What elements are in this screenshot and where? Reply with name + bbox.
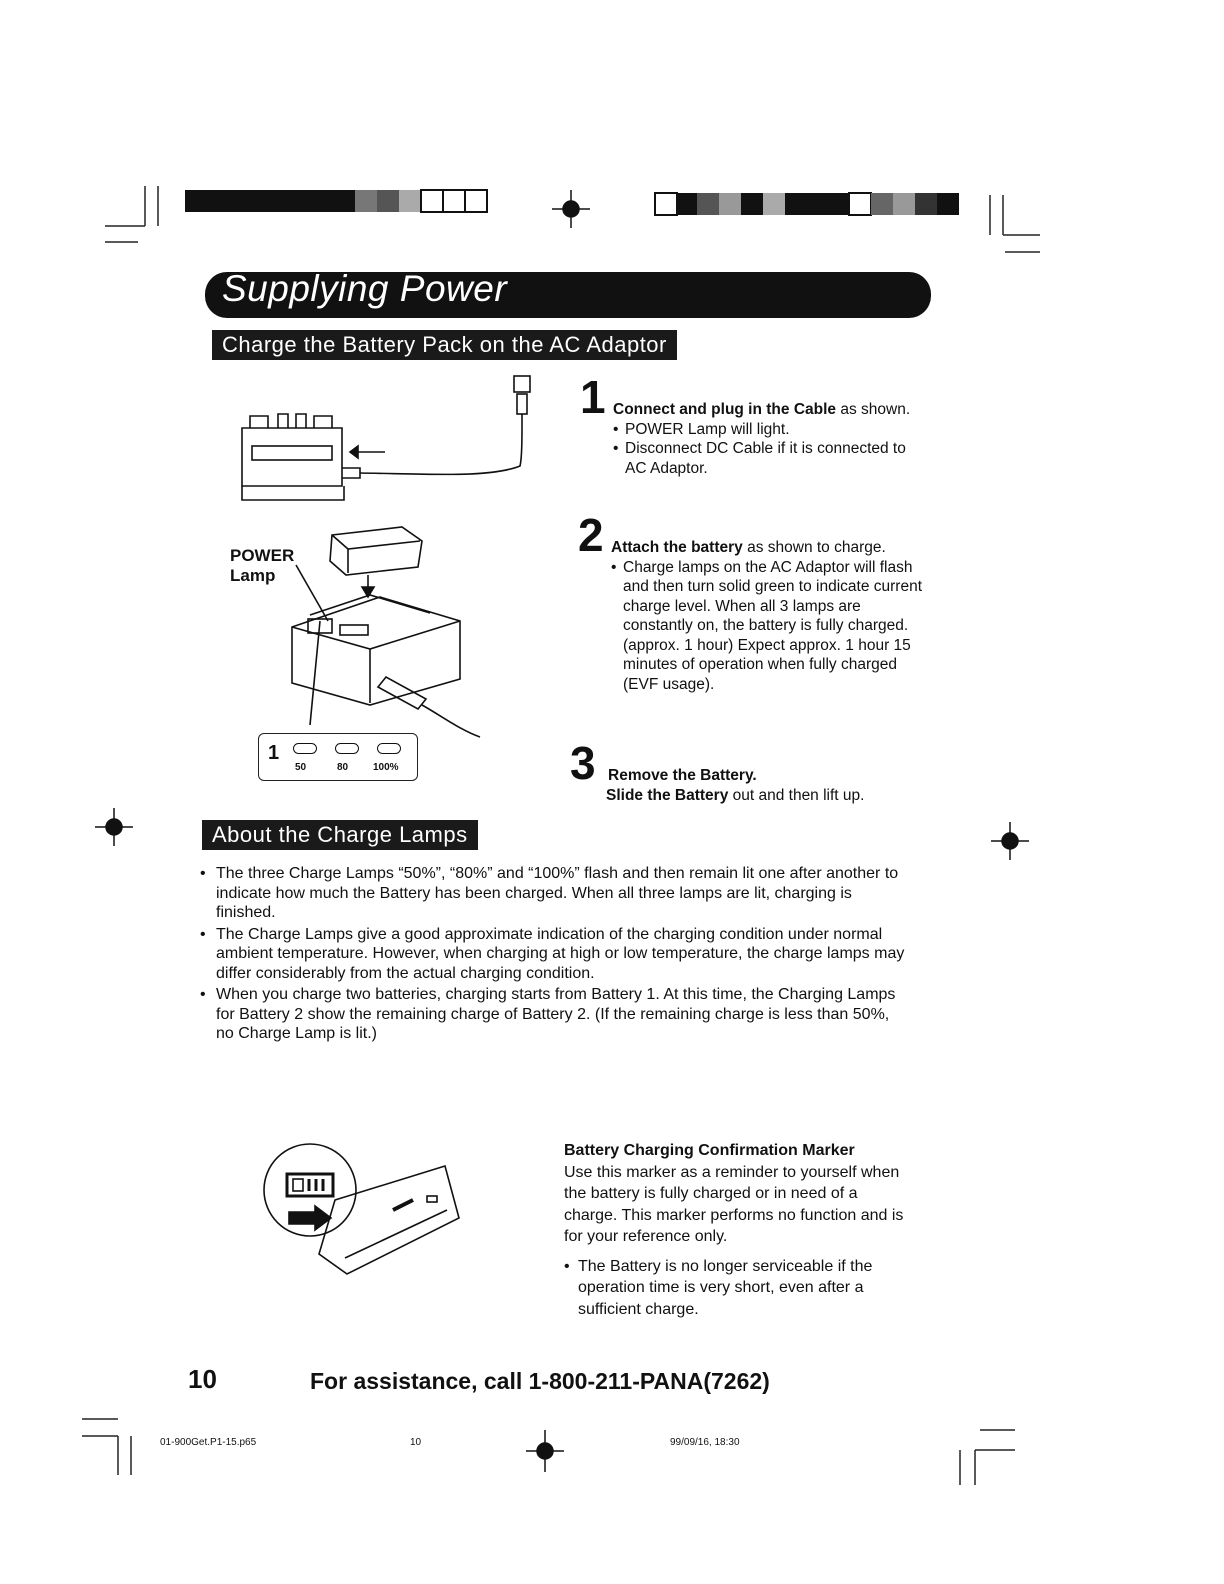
marker-bullets	[564, 1256, 914, 1321]
step-2-bullet-1: • Charge lamps on the AC Adaptor will flash and then turn solid green to indicate current charge level. When all 3 lamps are constantly on, the battery is fully charged. (approx. 1 hour) Expect approx. 1 hour 15 minutes of operation when fully charged (EVF usage).	[611, 558, 926, 695]
step-3-line2	[606, 786, 926, 806]
step-3-line2-rest: out and then lift up.	[728, 786, 865, 804]
crop-mark-bottom-right	[960, 1430, 1015, 1485]
step-2-number: 2	[578, 509, 604, 561]
registration-target-left	[95, 808, 133, 846]
section-heading-charge: Charge the Battery Pack on the AC Adaptor	[212, 330, 677, 360]
step-1-bullet-1: • POWER Lamp will light.	[613, 420, 913, 440]
lamp-label-50: 50	[295, 762, 307, 773]
step-1	[613, 400, 913, 478]
step-1-bullets	[613, 420, 913, 479]
lamp-80-shape	[335, 743, 359, 754]
step-1-bullet-2: • Disconnect DC Cable if it is connected to AC Adaptor.	[613, 439, 913, 478]
step-3-line2-bold: Slide the Battery	[606, 786, 729, 804]
about-bullet-3: • When you charge two batteries, charging starts from Battery 1. At this time, the Charging Lamps for Battery 2 show the remaining charge of Battery 2. (If the remaining charge is less than 50%, no Charge Lamp is lit.)	[198, 985, 908, 1044]
marker-title: Battery Charging Confirmation Marker	[564, 1142, 855, 1159]
lamp-label-100: 100%	[373, 762, 399, 773]
lamp-label-80: 80	[337, 762, 349, 773]
about-bullet-2: • The Charge Lamps give a good approximate indication of the charging condition under normal ambient temperature. However, when charging at high or low temperature, the charge lamps may differ considerably from the actual charging condition.	[198, 925, 908, 984]
step-2	[611, 538, 926, 694]
color-bar-left	[185, 190, 487, 212]
step-3-lead-bold: Remove the Battery.	[608, 767, 757, 784]
lamp-50-shape	[293, 743, 317, 754]
print-file-name: 01-900Get.P1-15.p65	[160, 1437, 257, 1448]
step-3-number: 3	[570, 737, 596, 789]
power-label-line2: Lamp	[230, 566, 276, 585]
crop-mark-top-left	[105, 186, 158, 242]
color-bar-right	[655, 193, 959, 215]
step-2-lead-bold: Attach the battery	[611, 539, 743, 556]
power-label-line1: POWER	[230, 546, 295, 565]
crop-mark-top-right	[990, 195, 1040, 252]
step-1-lead-bold: Connect and plug in the Cable	[613, 401, 837, 418]
registration-target-right	[991, 822, 1029, 860]
ac-adaptor-cable-illustration	[230, 368, 550, 508]
step-2-lead-rest: as shown to charge.	[742, 539, 886, 556]
crop-mark-bottom-left	[82, 1419, 131, 1475]
lamp-100-shape	[377, 743, 401, 754]
lamp-strip-number: 1	[268, 742, 280, 764]
about-bullet-1: • The three Charge Lamps “50%”, “80%” and “100%” flash and then remain lit one after another to indicate how much the Battery has been charged. When all three lamps are lit, charging is finished.	[198, 864, 908, 923]
assistance-line: For assistance, call 1-800-211-PANA(7262)	[310, 1368, 770, 1394]
charger-battery-illustration	[270, 515, 500, 740]
step-1-lead	[613, 400, 913, 420]
charge-lamp-strip	[258, 733, 418, 781]
step-1-number: 1	[580, 371, 606, 423]
step-1-lead-rest: as shown.	[836, 401, 911, 418]
page-title: Supplying Power	[222, 268, 508, 309]
step-2-lead	[611, 538, 926, 558]
marker-body: Use this marker as a reminder to yourself when the battery is fully charged or in need of a charge. This marker performs no function and is for your reference only.	[564, 1163, 904, 1245]
marker-info	[564, 1140, 914, 1320]
section-heading-about: About the Charge Lamps	[202, 820, 478, 850]
page-number: 10	[188, 1364, 217, 1394]
print-page: 10	[410, 1437, 422, 1448]
battery-marker-illustration	[255, 1140, 470, 1285]
marker-bullet-1: • The Battery is no longer serviceable if the operation time is very short, even after a sufficient charge.	[564, 1256, 914, 1321]
about-lamps-list	[198, 864, 908, 1046]
registration-target-bottom	[526, 1430, 564, 1472]
registration-target-top	[552, 190, 590, 228]
print-timestamp: 99/09/16, 18:30	[670, 1437, 740, 1448]
step-3-lead	[606, 766, 926, 786]
step-3	[606, 766, 926, 805]
step-2-bullets	[611, 558, 926, 695]
